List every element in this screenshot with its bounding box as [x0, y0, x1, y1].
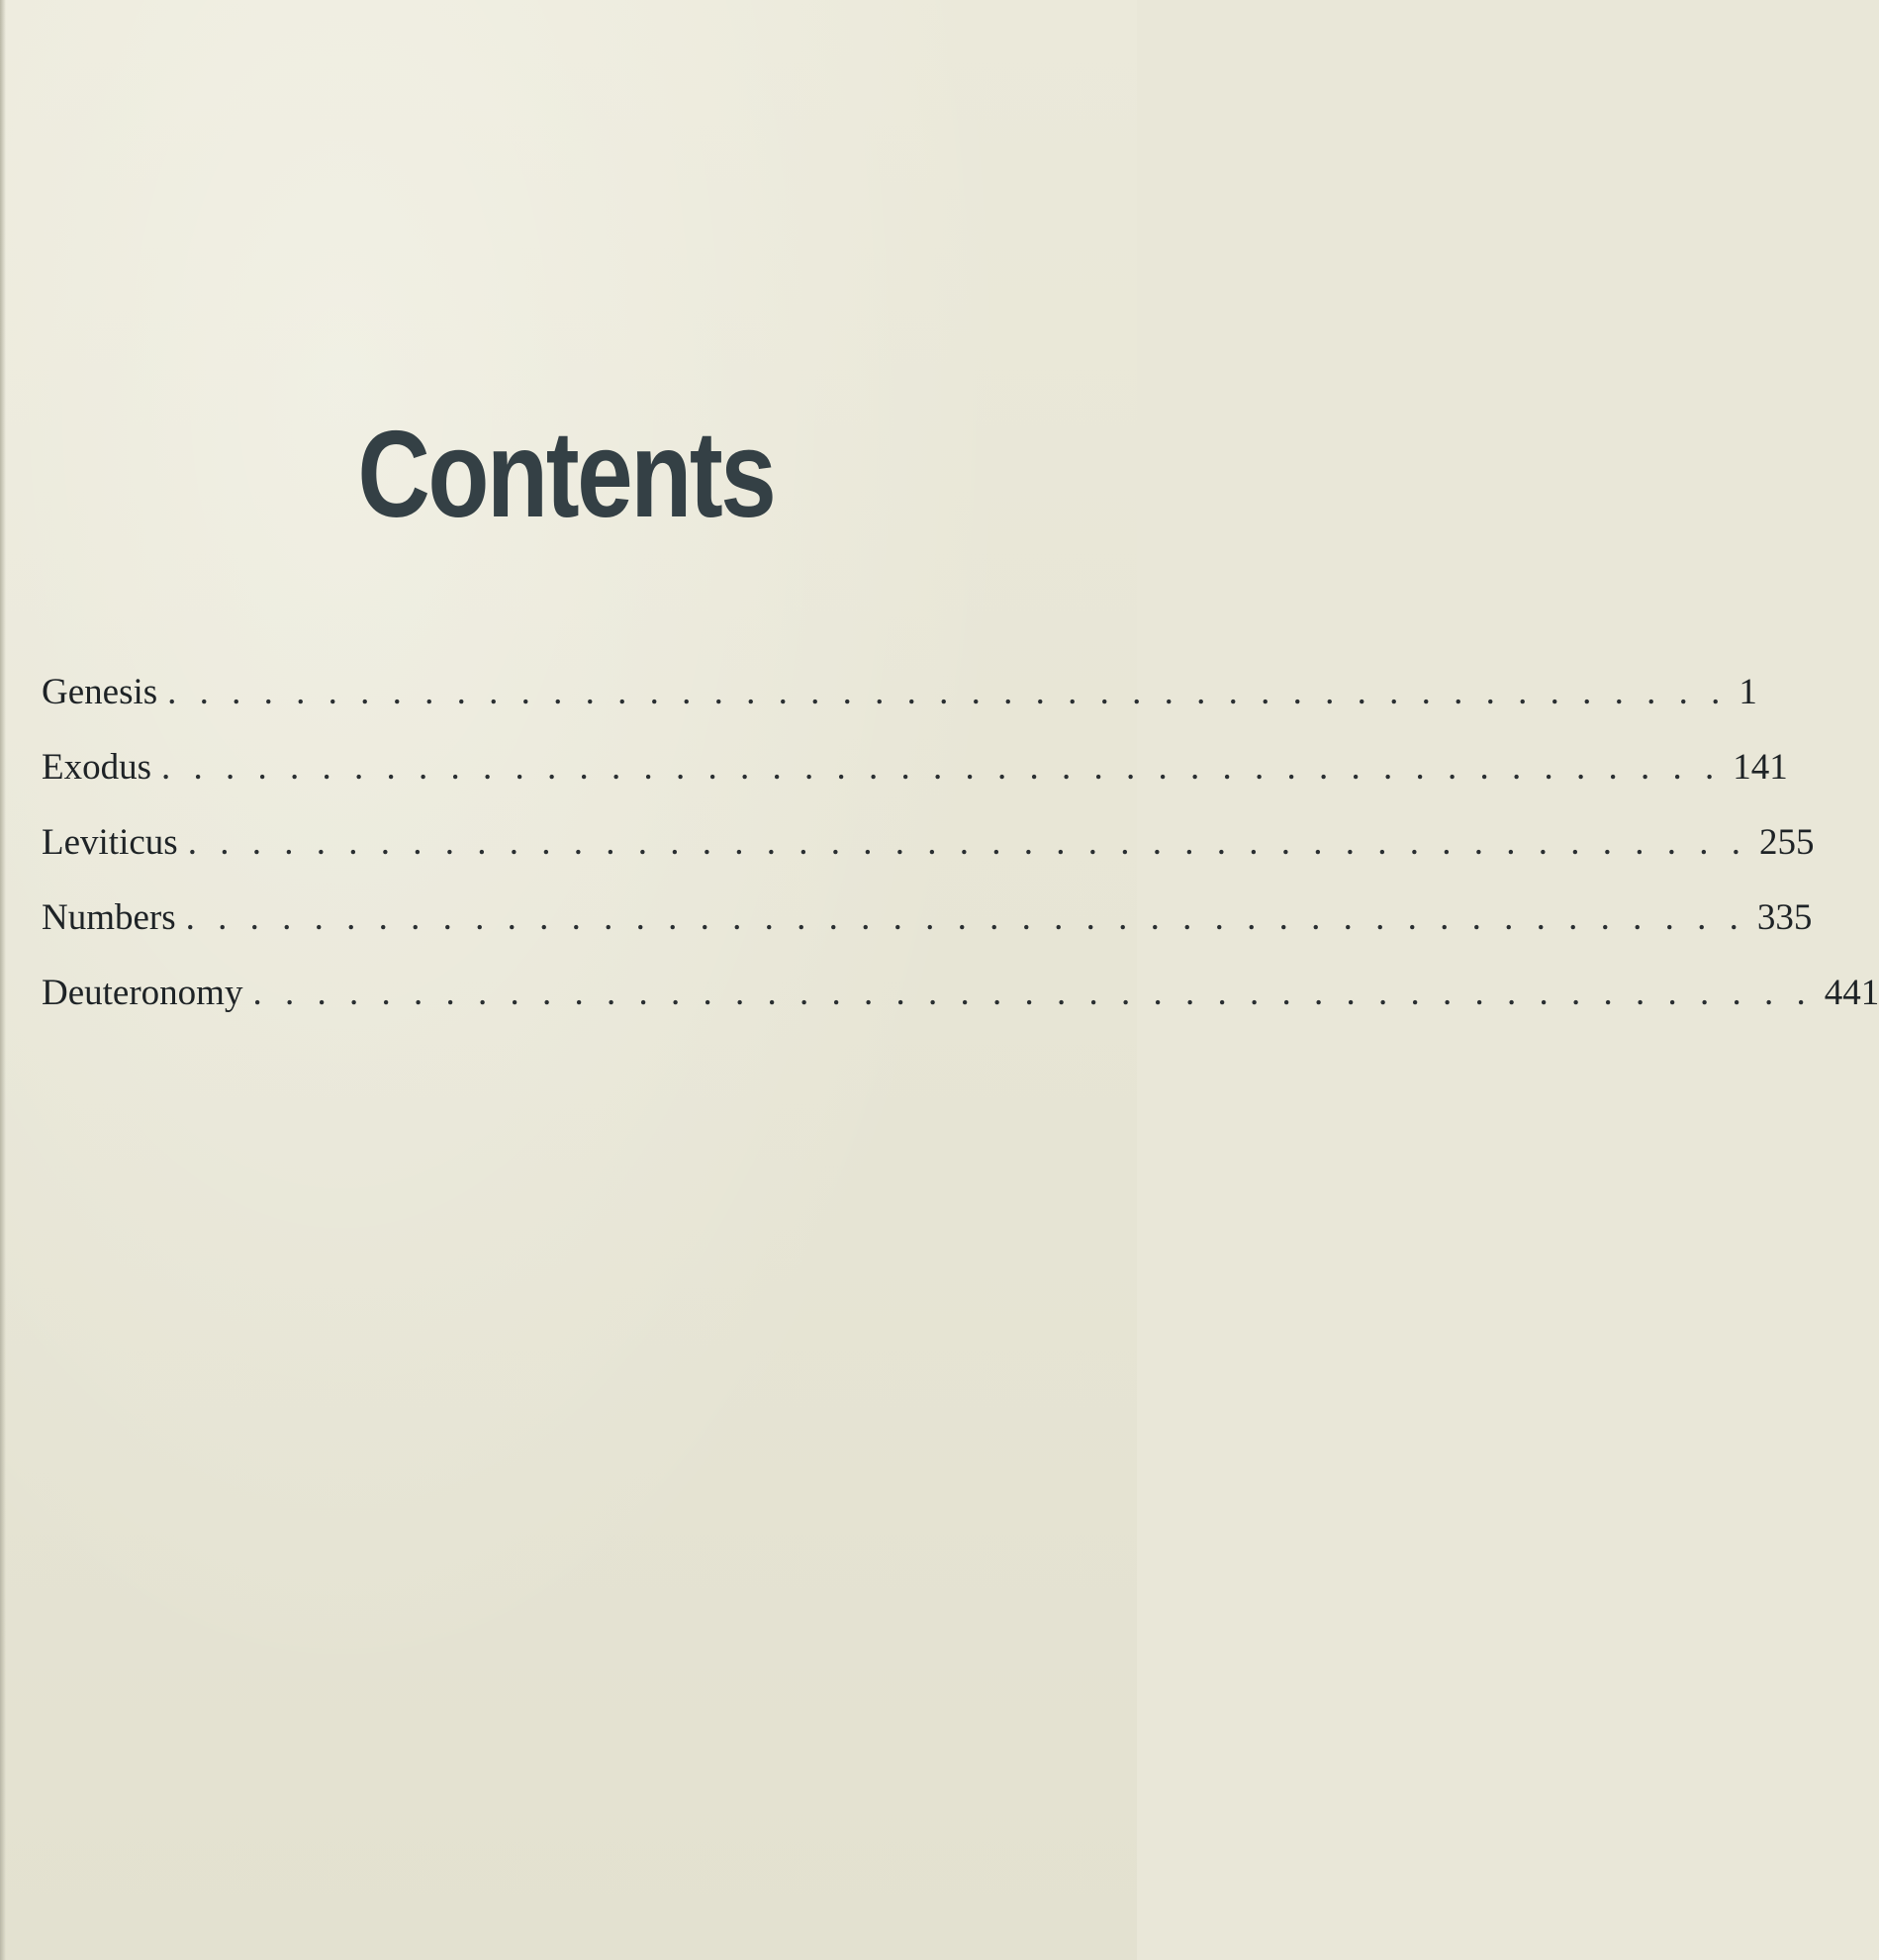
toc-entry-numbers — [42, 896, 1813, 972]
toc-entry-name: Exodus — [42, 747, 151, 788]
dot-leader: . . . . . . . . . . . . . . . . . . . . . . . . . . . . . . . . . . . . . . . . . . . . . . . . . — [187, 822, 1747, 863]
toc-entry-name: Genesis — [42, 672, 158, 712]
toc-entry-exodus — [42, 746, 1788, 821]
dot-leader: . . . . . . . . . . . . . . . . . . . . . . . . . . . . . . . . . . . . . . . . . . . . . . . . . — [185, 897, 1745, 938]
toc-entry-deuteronomy — [42, 972, 1879, 1047]
page-edge-shadow — [0, 0, 6, 1960]
toc-entry-page: 1 — [1738, 672, 1757, 712]
dot-leader: . . . . . . . . . . . . . . . . . . . . . . . . . . . . . . . . . . . . . . . . . . . . . . . . . — [161, 747, 1722, 788]
toc-entry-name: Numbers — [42, 897, 176, 938]
dot-leader: . . . . . . . . . . . . . . . . . . . . . . . . . . . . . . . . . . . . . . . . . . . . . . . . . — [167, 672, 1728, 712]
toc-entry-page: 441 — [1824, 973, 1879, 1013]
dot-leader: . . . . . . . . . . . . . . . . . . . . . . . . . . . . . . . . . . . . . . . . . . . . . . . . . — [252, 973, 1813, 1013]
toc-entry-name: Deuteronomy — [42, 973, 243, 1013]
page-title: Contents — [357, 407, 775, 543]
toc-entry-name: Leviticus — [42, 822, 178, 863]
table-of-contents — [42, 671, 1879, 1047]
toc-entry-page: 141 — [1733, 747, 1788, 788]
toc-entry-genesis — [42, 671, 1757, 746]
toc-entry-page: 335 — [1756, 897, 1813, 938]
toc-entry-leviticus — [42, 821, 1815, 896]
toc-entry-page: 255 — [1758, 822, 1815, 863]
